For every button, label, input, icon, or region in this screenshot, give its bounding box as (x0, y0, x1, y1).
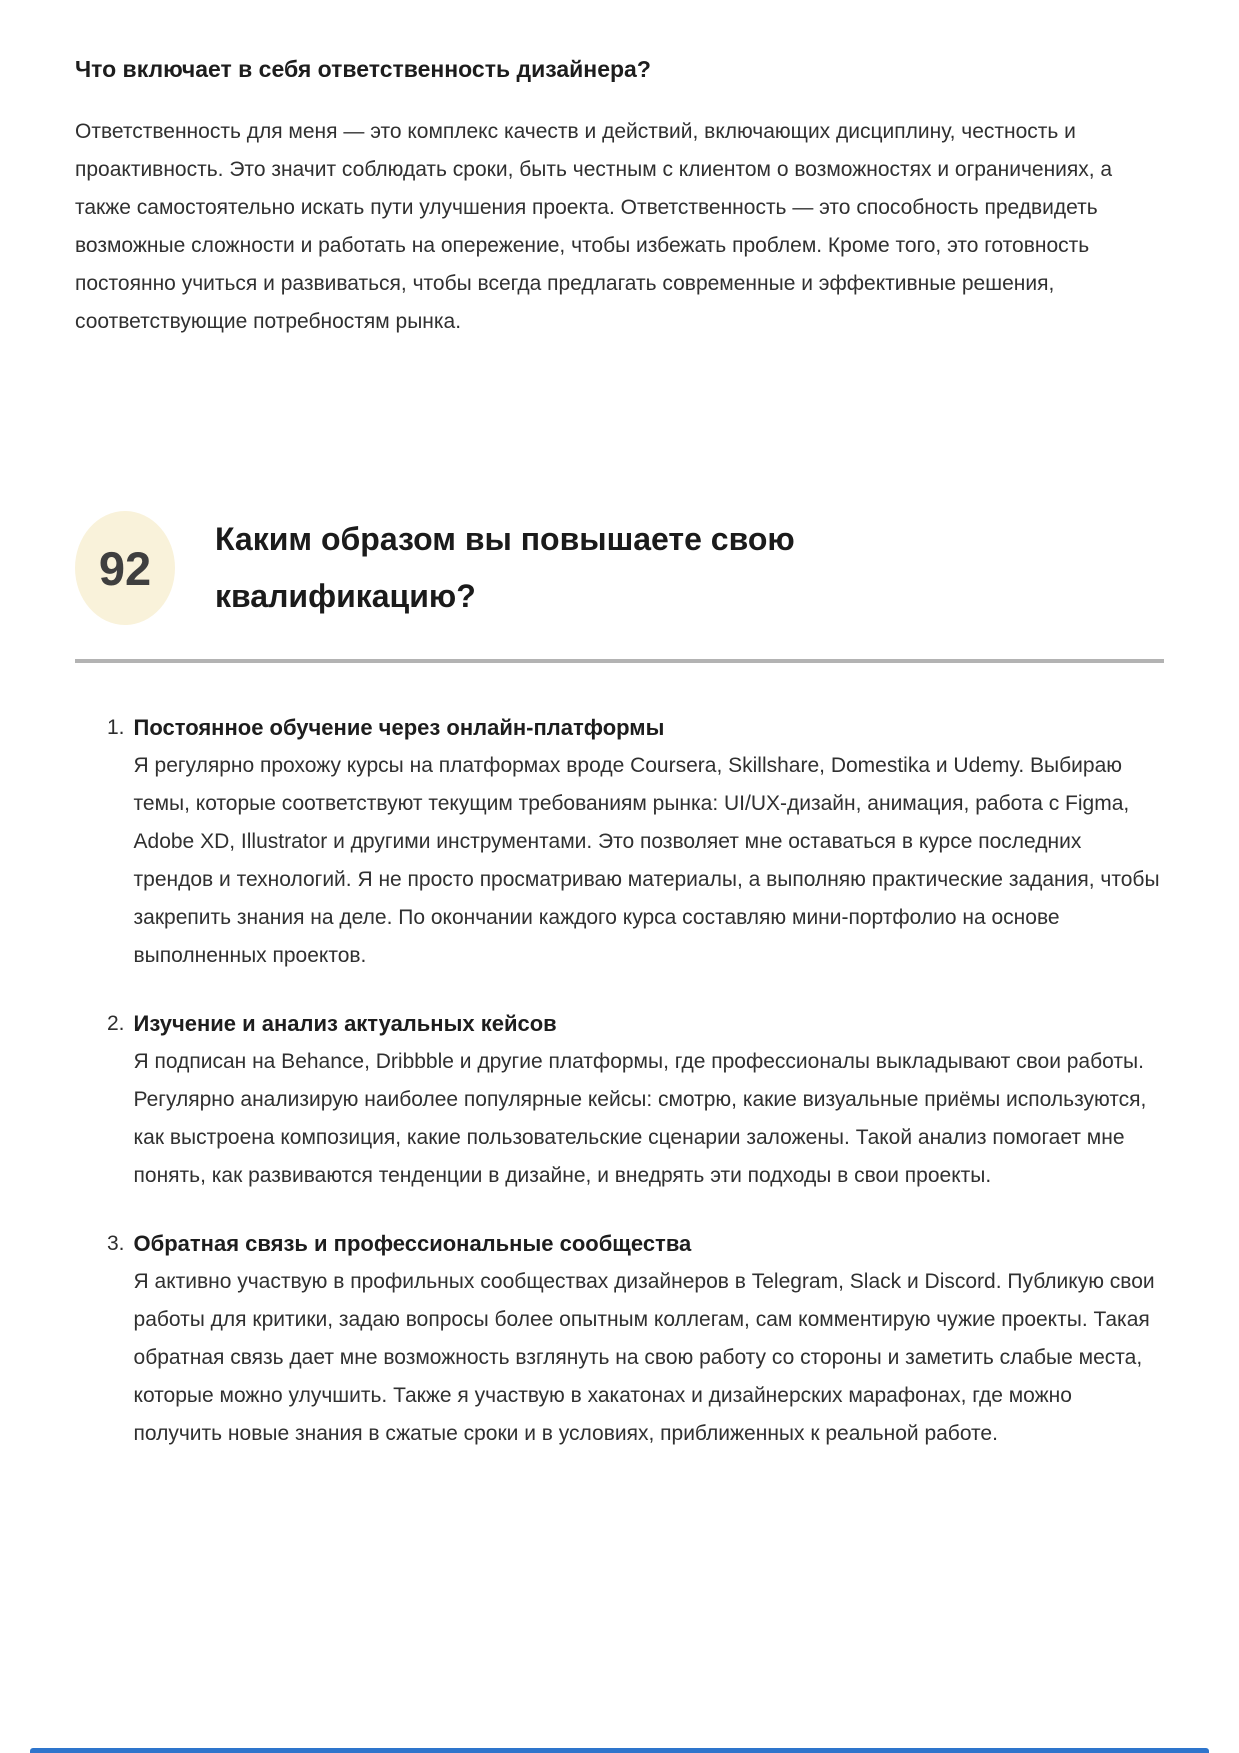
question-number-badge (75, 511, 175, 625)
item-content (134, 1005, 1164, 1195)
item-body: Я регулярно прохожу курсы на платформах вроде Coursera, Skillshare, Domestika и Udemy. Выбираю темы, которые соответствуют текущим требованиям рынка: UI/UX-дизайн, анимация, работа с Figma, Adobe XD, Illustrator и другими инструментами. Это позволяет мне оставаться в курсе последних трендов и технологий. Я не просто просматриваю материалы, а выполняю практические задания, чтобы закрепить знания на деле. По окончании каждого курса составляю мини-портфолио на основе выполненных проектов. (133, 754, 1160, 967)
item-number: 2. (107, 1012, 125, 1035)
item-content (134, 709, 1164, 975)
item-body: Я активно участвую в профильных сообществах дизайнеров в Telegram, Slack и Discord. Публикую свои работы для критики, задаю вопросы более опытным коллегам, сам комментирую чужие проекты. Такая обратная связь дает мне возможность взглянуть на свою работу со стороны и заметить слабые места, которые можно улучшить. Также я участвую в хакатонах и дизайнерских марафонах, где можно получить новые знания в сжатые сроки и в условиях, приближенных к реальной работе. (133, 1270, 1155, 1445)
item-title: Обратная связь и профессиональные сообщества (133, 1231, 692, 1256)
section-divider (75, 659, 1164, 663)
list-item (107, 1005, 1164, 1195)
item-number: 3. (107, 1232, 125, 1255)
item-body: Я подписан на Behance, Dribbble и другие платформы, где профессионалы выкладывают свои работы. Регулярно анализирую наиболее популярные кейсы: смотрю, какие визуальные приёмы используются, как выстроена композиция, какие пользовательские сценарии заложены. Такой анализ помогает мне понять, как развиваются тенденции в дизайне, и внедрять эти подходы в свои проекты. (133, 1050, 1147, 1187)
item-number: 1. (107, 716, 125, 739)
item-title: Изучение и анализ актуальных кейсов (133, 1011, 557, 1036)
question-title: Каким образом вы повышаете свою квалификацию? (215, 521, 795, 614)
bottom-accent-bar (30, 1748, 1209, 1753)
question-header (75, 511, 1164, 625)
intro-question-heading: Что включает в себя ответственность дизайнера? (75, 56, 651, 82)
item-title: Постоянное обучение через онлайн-платформы (133, 715, 665, 740)
intro-answer-paragraph: Ответственность для меня — это комплекс качеств и действий, включающих дисциплину, честность и проактивность. Это значит соблюдать сроки, быть честным с клиентом о возможностях и ограничениях, а также самостоятельно искать пути улучшения проекта. Ответственность — это способность предвидеть возможные сложности и работать на опережение, чтобы избежать проблем. Кроме того, это готовность постоянно учиться и развиваться, чтобы всегда предлагать современные и эффективные решения, соответствующие потребностям рынка. (75, 120, 1113, 333)
list-item (107, 1225, 1164, 1453)
list-item (107, 709, 1164, 975)
answer-list (107, 709, 1164, 1453)
item-content (134, 1225, 1164, 1453)
question-number: 92 (98, 541, 152, 595)
